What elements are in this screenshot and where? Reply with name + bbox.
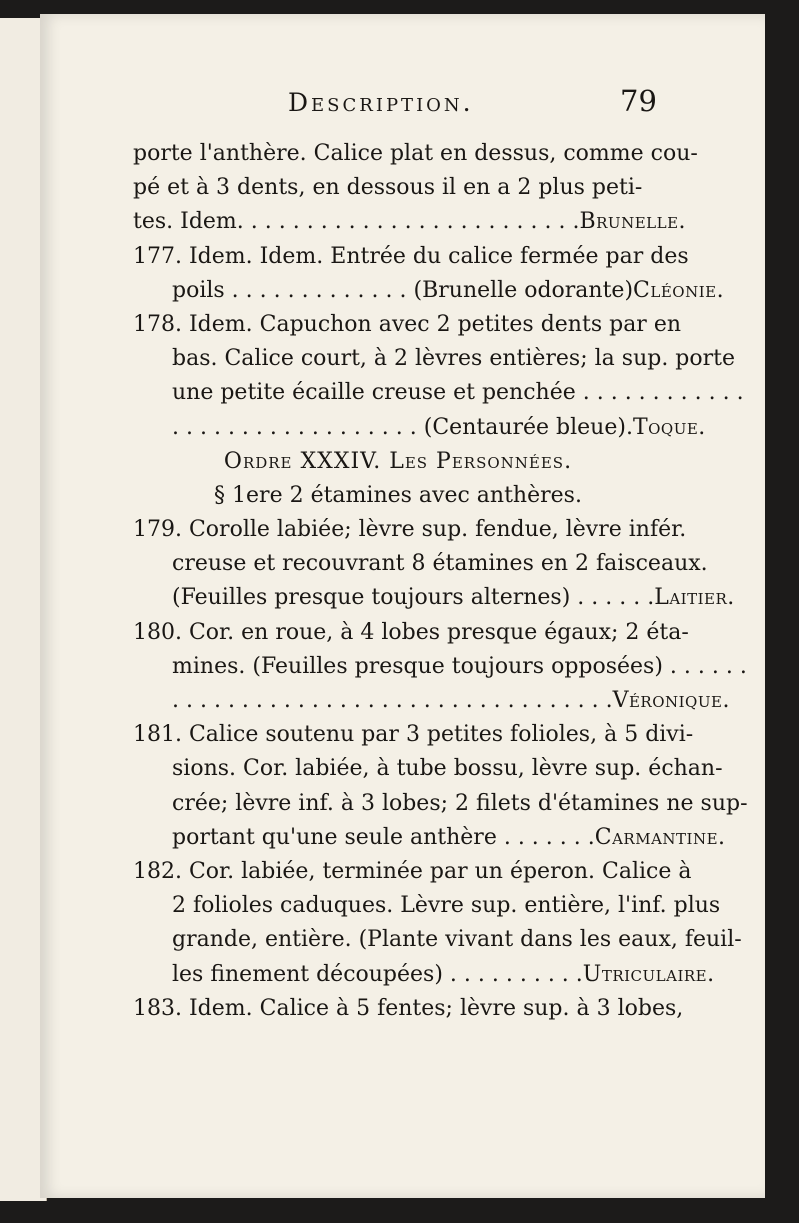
text-line: 181. Calice soutenu par 3 petites folioles, à 5 divi- xyxy=(133,722,694,748)
line-text: portant qu'une seule anthère . . . . . . . xyxy=(172,824,595,850)
page-number: 79 xyxy=(620,84,657,118)
plant-name: Brunelle. xyxy=(579,209,687,235)
plant-name: Laitier. xyxy=(654,585,735,611)
text-line: crée; lèvre inf. à 3 lobes; 2 filets d'étamines ne sup- xyxy=(172,790,748,816)
text-line xyxy=(133,205,687,239)
text-line xyxy=(133,274,725,308)
text-line: porte l'anthère. Calice plat en dessus, comme cou- xyxy=(133,141,698,166)
text-line xyxy=(133,684,730,718)
text-line: creuse et recouvrant 8 étamines en 2 faisceaux. xyxy=(172,551,708,577)
text-line: bas. Calice court, à 2 lèvres entières; la sup. porte xyxy=(172,346,736,372)
text-line: 180. Cor. en roue, à 4 lobes presque égaux; 2 éta- xyxy=(133,619,689,645)
line-text: tes. Idem. . . . . . . . . . . . . . . . . . . . . . . . . xyxy=(133,209,580,235)
text-line: 178. Idem. Capuchon avec 2 petites dents par en xyxy=(133,311,682,337)
text-line xyxy=(133,958,715,992)
running-head: Description. xyxy=(288,88,474,117)
plant-name: Utriculaire. xyxy=(582,961,715,987)
text-line: grande, entière. (Plante vivant dans les eaux, feuil- xyxy=(172,927,742,953)
text-line xyxy=(133,581,735,615)
text-line xyxy=(133,821,726,855)
line-text: poils . . . . . . . . . . . . . (Brunelle odorante) xyxy=(172,277,634,303)
page-body xyxy=(133,137,748,1026)
text-line: une petite écaille creuse et penchée . . . . . . . . . . . . xyxy=(172,380,744,406)
text-line: 179. Corolle labiée; lèvre sup. fendue, lèvre infér. xyxy=(133,517,687,543)
book-page xyxy=(40,14,765,1198)
plant-name: Toque. xyxy=(632,414,706,440)
text-line: 182. Cor. labiée, terminée par un éperon. Calice à xyxy=(133,858,692,884)
text-line: mines. (Feuilles presque toujours opposées) . . . . . . xyxy=(172,653,747,679)
plant-name: Cléonie. xyxy=(633,277,725,303)
text-line: 183. Idem. Calice à 5 fentes; lèvre sup. à 3 lobes, xyxy=(133,995,684,1021)
section-heading: § 1ere 2 étamines avec anthères. xyxy=(214,482,582,508)
text-line: pé et à 3 dents, en dessous il en a 2 plus peti- xyxy=(133,175,643,201)
text-line xyxy=(133,411,706,445)
line-text: . . . . . . . . . . . . . . . . . . (Centaurée bleue). xyxy=(172,414,633,440)
text-line: sions. Cor. labiée, à tube bossu, lèvre sup. échan- xyxy=(172,756,723,782)
text-line: 2 folioles caduques. Lèvre sup. entière, l'inf. plus xyxy=(172,893,721,919)
order-heading: Ordre XXXIV. Les Personnées. xyxy=(223,448,573,474)
plant-name: Carmantine. xyxy=(594,824,726,850)
line-text: (Feuilles presque toujours alternes) . . . . . . xyxy=(172,585,655,611)
plant-name: Véronique. xyxy=(612,688,730,713)
line-text: . . . . . . . . . . . . . . . . . . . . . . . . . . . . . . . . xyxy=(172,688,613,713)
text-line: 177. Idem. Idem. Entrée du calice fermée par des xyxy=(133,243,689,269)
line-text: les finement découpées) . . . . . . . . . . xyxy=(172,961,583,987)
